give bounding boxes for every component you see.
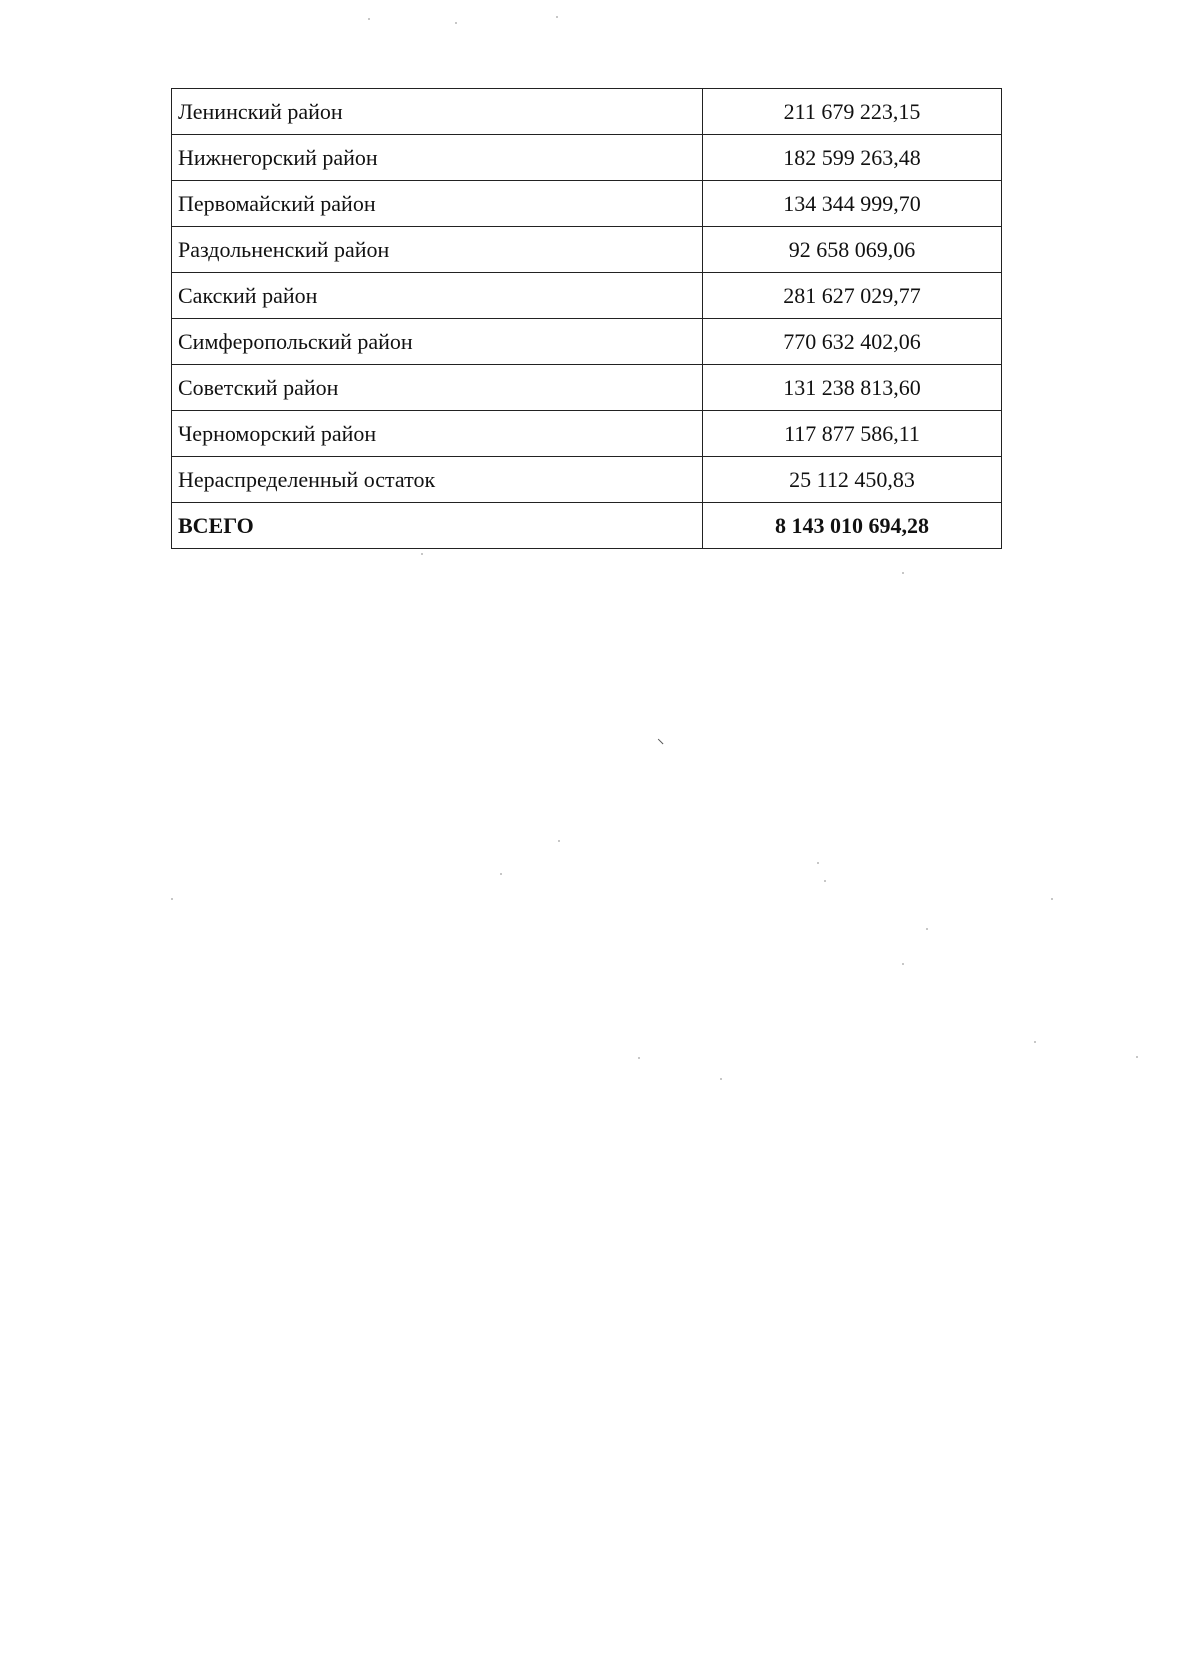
- scan-speck: [817, 862, 819, 864]
- scan-speck: [421, 553, 423, 555]
- scan-mark: [658, 739, 664, 745]
- district-name-cell: Симферопольский район: [172, 319, 703, 365]
- scan-speck: [926, 928, 928, 930]
- district-amounts-table: [171, 88, 1002, 549]
- scan-speck: [368, 18, 370, 20]
- district-name-cell: Нижнегорский район: [172, 135, 703, 181]
- table-row: [172, 273, 1002, 319]
- table-row: [172, 89, 1002, 135]
- amount-cell: 92 658 069,06: [703, 227, 1002, 273]
- table-row: [172, 457, 1002, 503]
- table-row: [172, 227, 1002, 273]
- scan-speck: [171, 898, 173, 900]
- scan-speck: [638, 1057, 640, 1059]
- scan-speck: [558, 840, 560, 842]
- scan-speck: [455, 22, 457, 24]
- amount-cell: 134 344 999,70: [703, 181, 1002, 227]
- scan-speck: [500, 873, 502, 875]
- scan-speck: [556, 16, 558, 18]
- district-name-cell: Советский район: [172, 365, 703, 411]
- scan-speck: [1051, 898, 1053, 900]
- amount-cell: 211 679 223,15: [703, 89, 1002, 135]
- district-name-cell: Первомайский район: [172, 181, 703, 227]
- table-row: [172, 319, 1002, 365]
- table-row: [172, 181, 1002, 227]
- scan-speck: [902, 963, 904, 965]
- district-name-cell: Раздольненский район: [172, 227, 703, 273]
- total-amount-cell: 8 143 010 694,28: [703, 503, 1002, 549]
- scan-speck: [824, 880, 826, 882]
- amount-cell: 770 632 402,06: [703, 319, 1002, 365]
- district-name-cell: Нераспределенный остаток: [172, 457, 703, 503]
- amount-cell: 131 238 813,60: [703, 365, 1002, 411]
- amount-cell: 25 112 450,83: [703, 457, 1002, 503]
- amount-cell: 281 627 029,77: [703, 273, 1002, 319]
- table-row: [172, 135, 1002, 181]
- scan-speck: [902, 572, 904, 574]
- scan-speck: [1136, 1056, 1138, 1058]
- amount-cell: 182 599 263,48: [703, 135, 1002, 181]
- scan-speck: [1034, 1041, 1036, 1043]
- table-row: [172, 411, 1002, 457]
- scan-speck: [720, 1078, 722, 1080]
- district-name-cell: Сакский район: [172, 273, 703, 319]
- table-row: [172, 365, 1002, 411]
- total-label-cell: ВСЕГО: [172, 503, 703, 549]
- amount-cell: 117 877 586,11: [703, 411, 1002, 457]
- district-name-cell: Ленинский район: [172, 89, 703, 135]
- total-row: [172, 503, 1002, 549]
- district-name-cell: Черноморский район: [172, 411, 703, 457]
